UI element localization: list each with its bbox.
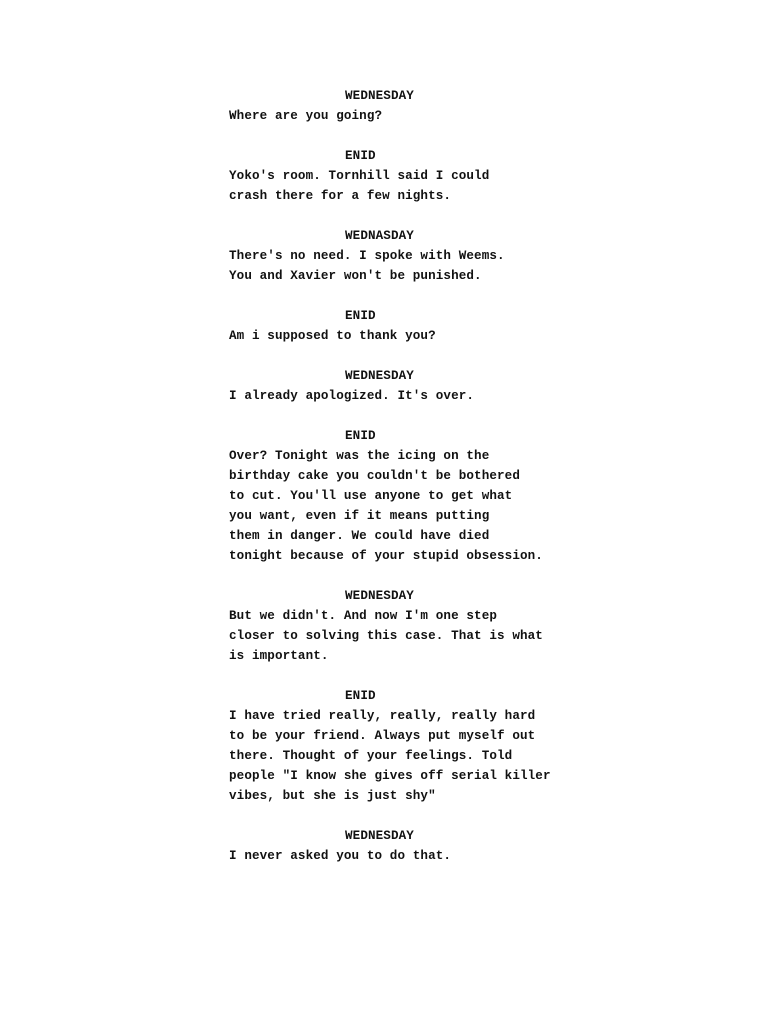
dialogue-line: Yoko's room. Tornhill said I could xyxy=(229,169,490,183)
character-name: ENID xyxy=(345,689,376,703)
character-name: ENID xyxy=(345,309,376,323)
dialogue-line: Over? Tonight was the icing on the xyxy=(229,449,490,463)
dialogue-block xyxy=(229,366,609,406)
dialogue-line: to be your friend. Always put myself out xyxy=(229,729,536,743)
dialogue-block xyxy=(229,146,609,206)
dialogue-block xyxy=(229,826,609,866)
character-name: WEDNASDAY xyxy=(345,229,414,243)
character-name: ENID xyxy=(345,149,376,163)
dialogue-line: There's no need. I spoke with Weems. xyxy=(229,249,505,263)
character-name: WEDNESDAY xyxy=(345,89,414,103)
dialogue-block xyxy=(229,586,609,666)
dialogue-block xyxy=(229,86,609,126)
dialogue-line: to cut. You'll use anyone to get what xyxy=(229,489,513,503)
character-name: WEDNESDAY xyxy=(345,829,414,843)
character-name: WEDNESDAY xyxy=(345,369,414,383)
dialogue-line: Where are you going? xyxy=(229,109,383,123)
dialogue-line: vibes, but she is just shy" xyxy=(229,789,436,803)
dialogue-block xyxy=(229,686,609,806)
dialogue-line: them in danger. We could have died xyxy=(229,529,490,543)
character-name: ENID xyxy=(345,429,376,443)
dialogue-line: You and Xavier won't be punished. xyxy=(229,269,482,283)
dialogue-block xyxy=(229,426,609,566)
character-name: WEDNESDAY xyxy=(345,589,414,603)
dialogue-line: Am i supposed to thank you? xyxy=(229,329,436,343)
dialogue-line: you want, even if it means putting xyxy=(229,509,490,523)
dialogue-line: is important. xyxy=(229,649,329,663)
dialogue-line: there. Thought of your feelings. Told xyxy=(229,749,513,763)
screenplay-dialogue xyxy=(229,86,609,886)
dialogue-line: I never asked you to do that. xyxy=(229,849,452,863)
dialogue-line: birthday cake you couldn't be bothered xyxy=(229,469,520,483)
dialogue-line: tonight because of your stupid obsession. xyxy=(229,549,543,563)
dialogue-line: crash there for a few nights. xyxy=(229,189,452,203)
dialogue-line: I already apologized. It's over. xyxy=(229,389,475,403)
dialogue-block xyxy=(229,226,609,286)
dialogue-line: But we didn't. And now I'm one step xyxy=(229,609,498,623)
dialogue-block xyxy=(229,306,609,346)
dialogue-line: people "I know she gives off serial killer xyxy=(229,769,551,783)
dialogue-line: I have tried really, really, really hard xyxy=(229,709,536,723)
dialogue-line: closer to solving this case. That is what xyxy=(229,629,543,643)
